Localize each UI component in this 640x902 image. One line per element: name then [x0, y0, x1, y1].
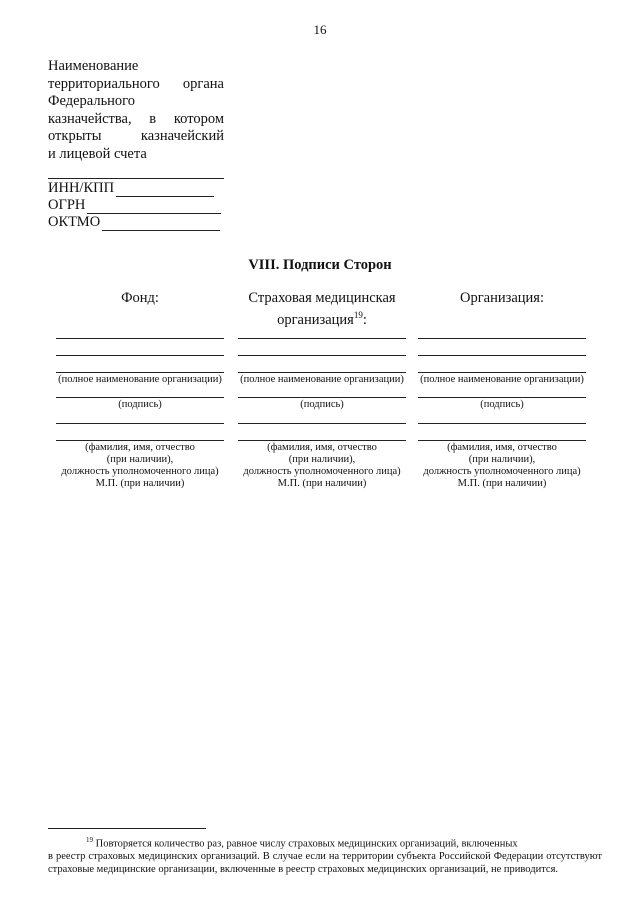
fund-name-caption: (фамилия, имя, отчество (при наличии), должность уполномоченного лица) М.П. (при наличии): [61, 442, 219, 489]
fund-org-line-1: [56, 338, 224, 339]
treasury-underline: [48, 178, 224, 179]
treasury-line: Федерального: [48, 93, 136, 109]
ogrn-label: ОГРН: [48, 197, 86, 213]
insurer-name-line-1: [238, 423, 406, 424]
insurer-org-line-1: [238, 338, 406, 339]
footnote-text-1: Повторяется количество раз, равное числу страховых медицинских организаций, включенных: [95, 838, 518, 850]
organization-org-line-2: [418, 355, 586, 356]
treasury-line: Наименование: [48, 58, 139, 74]
footnote: [48, 834, 602, 876]
treasury-line: территориального органа: [48, 75, 224, 92]
inn-kpp-label: ИНН/КПП: [48, 180, 115, 196]
organization-name-line-1: [418, 423, 586, 424]
insurer-org-line-2: [238, 355, 406, 356]
oktmo-label: ОКТМО: [48, 214, 101, 230]
organization-name-line-2: [418, 440, 586, 441]
footnote-rule: [48, 828, 206, 829]
insurer-name-line-2: [238, 440, 406, 441]
insurer-signature-line: [238, 397, 406, 398]
footnote-number: 19: [86, 836, 93, 844]
insurer-org-line-3: [238, 372, 406, 373]
treasury-block: [48, 58, 224, 163]
ogrn-row: [48, 197, 221, 214]
organization-column: [418, 290, 586, 490]
organization-signature-caption: (подпись): [480, 399, 524, 410]
fund-title: Фонд:: [121, 290, 159, 306]
page-number: 16: [313, 22, 327, 37]
footnote-ref: 19: [353, 310, 363, 320]
treasury-line: и лицевой счета: [48, 145, 147, 162]
treasury-line: открыты казначейский: [48, 128, 224, 144]
organization-signature-line: [418, 397, 586, 398]
organization-org-line-3: [418, 372, 586, 373]
insurer-signature-caption: (подпись): [300, 399, 344, 410]
insurer-org-caption: (полное наименование организации): [240, 374, 404, 385]
organization-org-caption: (полное наименование организации): [420, 374, 584, 385]
fund-column: [56, 290, 224, 490]
inn-kpp-row: [48, 180, 221, 197]
fund-name-line-1: [56, 423, 224, 424]
fund-signature-line: [56, 397, 224, 398]
insurer-title: Страховая медицинская организация$^{19}$:: [248, 290, 396, 328]
organization-title: Организация:: [459, 290, 544, 306]
organization-name-caption: (фамилия, имя, отчество (при наличии), должность уполномоченного лица) М.П. (при наличии): [423, 442, 581, 489]
footnote-text-2: в реестр страховых медицинских организаций. В случае если на территории субъекта Российской Федерации отсутствуют страховые медицинские организации, включенные в реестр страховых медицинских организаций, не приводится.: [48, 851, 602, 875]
fund-org-caption: (полное наименование организации): [58, 374, 222, 385]
section-title: VIII. Подписи Сторон: [248, 257, 392, 273]
fund-signature-caption: (подпись): [118, 399, 162, 410]
codes-block: [48, 180, 221, 231]
inn-kpp-field: [116, 183, 214, 197]
oktmo-field: [102, 217, 220, 231]
oktmo-row: [48, 214, 221, 231]
insurer-column: [238, 290, 406, 490]
fund-org-line-3: [56, 372, 224, 373]
insurer-name-caption: (фамилия, имя, отчество (при наличии), должность уполномоченного лица) М.П. (при наличии): [243, 442, 401, 489]
treasury-line: казначейства, в котором: [48, 110, 224, 127]
fund-org-line-2: [56, 355, 224, 356]
organization-org-line-1: [418, 338, 586, 339]
ogrn-field: [87, 200, 221, 214]
fund-name-line-2: [56, 440, 224, 441]
